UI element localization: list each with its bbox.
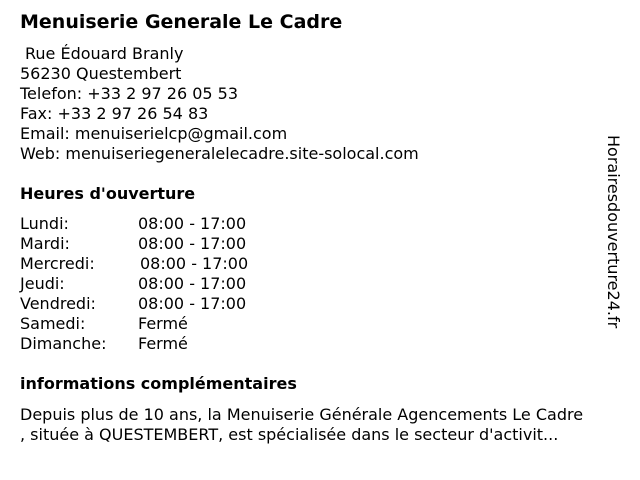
info-heading: informations complémentaires (20, 374, 297, 393)
hours-value: Fermé (138, 314, 188, 333)
day-label: Samedi: (20, 314, 86, 333)
hours-value: 08:00 - 17:00 (138, 234, 247, 253)
business-name: Menuiserie Generale Le Cadre (20, 11, 343, 33)
day-label: Mercredi: (20, 254, 95, 273)
day-label: Dimanche: (20, 334, 107, 353)
description-line: , située à QUESTEMBERT, est spécialisée dans le secteur d'activit... (20, 425, 559, 444)
business-description (20, 405, 632, 445)
hours-value: 08:00 - 17:00 (138, 274, 247, 293)
contact-block (20, 44, 419, 164)
street-address: Rue Édouard Branly (25, 44, 184, 63)
website-link[interactable]: Web: menuiseriegeneralelecadre.site-solocal.com (20, 144, 419, 163)
hours-value: Fermé (138, 334, 188, 353)
hours-heading: Heures d'ouverture (20, 184, 196, 203)
day-label: Lundi: (20, 214, 69, 233)
description-line: Depuis plus de 10 ans, la Menuiserie Générale Agencements Le Cadre (20, 405, 584, 424)
fax-number: Fax: +33 2 97 26 54 83 (20, 104, 209, 123)
city-address: 56230 Questembert (20, 64, 182, 83)
email-address[interactable]: Email: menuiserielcp@gmail.com (20, 124, 288, 143)
site-watermark: Horairesdouverture24.fr (604, 135, 623, 329)
day-label: Mardi: (20, 234, 70, 253)
day-label: Jeudi: (20, 274, 65, 293)
hours-value: 08:00 - 17:00 (138, 294, 247, 313)
hours-value: 08:00 - 17:00 (138, 214, 247, 233)
hours-value: 08:00 - 17:00 (140, 254, 249, 273)
day-label: Vendredi: (20, 294, 96, 313)
phone-number[interactable]: Telefon: +33 2 97 26 05 53 (20, 84, 239, 103)
